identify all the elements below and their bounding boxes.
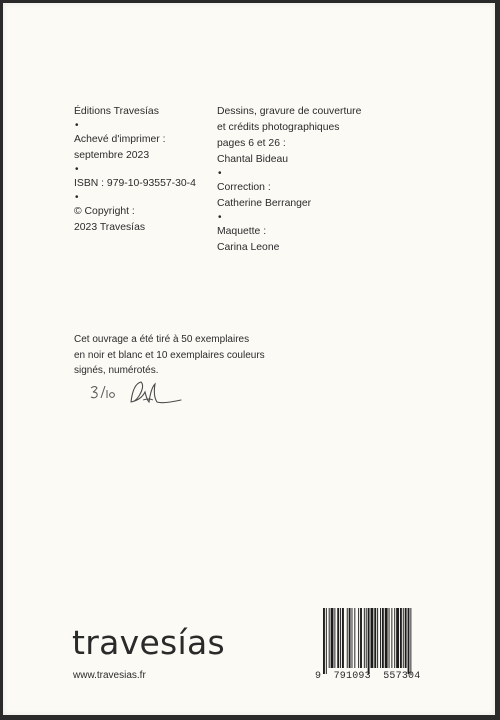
barcode-bar [349, 608, 351, 668]
printed-label: Achevé d'imprimer : [74, 134, 166, 145]
barcode-bar [329, 608, 330, 668]
barcode-bar [391, 608, 392, 668]
credits-line: Dessins, gravure de couverture [217, 106, 362, 117]
edition-note-line: Cet ouvrage a été tiré à 50 exemplaires [74, 334, 250, 345]
barcode-bar [331, 608, 334, 668]
illustrator-name: Chantal Bideau [217, 154, 289, 165]
colophon-page [3, 3, 495, 715]
barcode-bar [323, 608, 325, 674]
layout-designer-name: Carina Leone [217, 242, 280, 253]
corrector-name: Catherine Berranger [217, 198, 312, 209]
barcode-bar [364, 608, 365, 668]
barcode-bar [403, 608, 404, 668]
barcode-bar [354, 608, 355, 668]
bullet-separator: • [75, 192, 79, 203]
barcode-bar [382, 608, 384, 668]
barcode-bar [394, 608, 395, 668]
barcode-bar [352, 608, 353, 668]
bullet-separator: • [75, 120, 79, 131]
bullet-separator: • [75, 164, 79, 175]
copyright-value: 2023 Travesías [74, 222, 146, 233]
barcode-bar [347, 608, 348, 668]
barcode-bar [337, 608, 339, 668]
barcode-bar [408, 608, 410, 674]
barcode-bar [410, 608, 411, 674]
barcode-bar [334, 608, 335, 668]
barcode-bar [360, 608, 362, 668]
barcode-bar [326, 608, 327, 674]
barcode-bar [405, 608, 407, 668]
barcode-bar [366, 608, 367, 668]
barcode-bar [342, 608, 344, 668]
credits-line: et crédits photographiques [217, 122, 340, 133]
printed-date: septembre 2023 [74, 150, 150, 161]
barcode-bar [371, 608, 374, 668]
barcode-bar [396, 608, 399, 668]
credits-line: pages 6 et 26 : [217, 138, 286, 149]
barcode-bar [385, 608, 388, 668]
publication-info [74, 104, 209, 236]
correction-label: Correction : [217, 182, 271, 193]
barcode-bar [380, 608, 381, 668]
barcode-bar [389, 608, 390, 668]
publisher-name: Éditions Travesías [74, 106, 159, 117]
barcode-bar [400, 608, 402, 668]
layout-label: Maquette : [217, 226, 267, 237]
barcode-bar [374, 608, 376, 668]
copyright-label: © Copyright : [74, 206, 135, 217]
barcode-digits: 9 791093 557304 [315, 671, 421, 682]
edition-note-line: en noir et blanc et 10 exemplaires couleurs [74, 349, 265, 361]
website-url: www.travesias.fr [73, 670, 146, 681]
bullet-separator: • [218, 212, 222, 223]
edition-note [74, 332, 294, 379]
handwritten-signature [85, 374, 195, 416]
bullet-separator: • [218, 168, 222, 179]
edition-note-line: signés, numérotés. [74, 365, 159, 376]
barcode-bar [368, 608, 370, 674]
credits-info [217, 104, 387, 256]
isbn: ISBN : 979-10-93557-30-4 [74, 178, 196, 189]
barcode-bar [358, 608, 359, 668]
barcode-bar [377, 608, 378, 668]
brand-logo: travesías [72, 623, 226, 662]
barcode-bar [340, 608, 341, 668]
